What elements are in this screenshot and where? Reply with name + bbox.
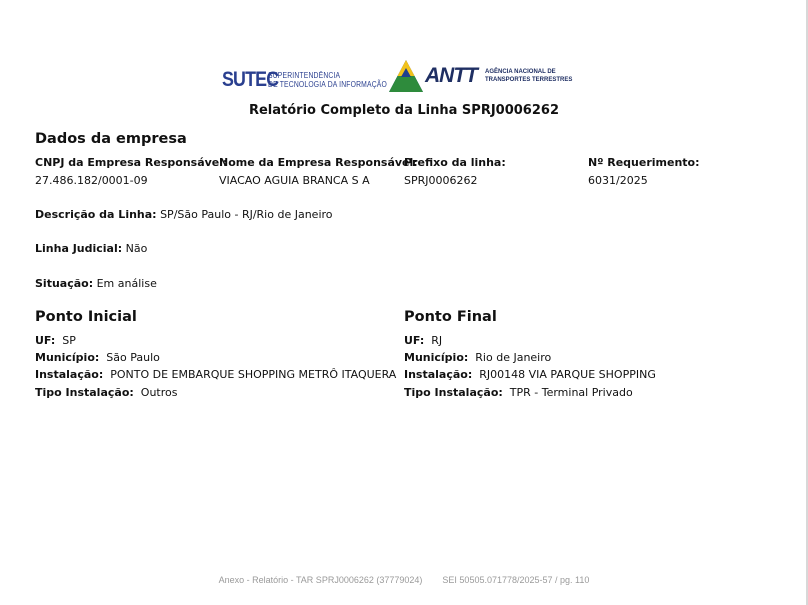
start-uf-label: UF: (35, 334, 56, 347)
antt-logo-subtitle (485, 68, 572, 84)
end-facility-type-value: TPR - Terminal Privado (509, 386, 633, 399)
sutec-sub-line2: DE TECNOLOGIA DA INFORMAÇÃO (268, 80, 387, 89)
line-judicial-label: Linha Judicial: (35, 242, 123, 255)
start-city-label: Município: (35, 351, 100, 364)
cnpj-label: CNPJ da Empresa Responsável: (35, 156, 228, 169)
sutec-logo-mark: SUTEC (222, 68, 279, 91)
company-name-value: VIACAO AGUIA BRANCA S A (219, 174, 370, 187)
end-city-value: Rio de Janeiro (475, 351, 552, 364)
sutec-sub-line1: SUPERINTENDÊNCIA (268, 71, 341, 80)
cnpj-value: 27.486.182/0001-09 (35, 174, 148, 187)
start-city (35, 351, 160, 364)
footer-annex-text: Anexo - Relatório - TAR SPRJ0006262 (37779024) (218, 575, 423, 585)
start-facility-type-value: Outros (140, 386, 178, 399)
start-facility (35, 368, 396, 381)
end-facility (404, 368, 656, 381)
end-facility-type-label: Tipo Instalação: (404, 386, 503, 399)
line-description-label: Descrição da Linha: (35, 208, 157, 221)
company-section-title: Dados da empresa (35, 131, 187, 147)
end-uf-value: RJ (431, 334, 443, 347)
sutec-logo (222, 68, 408, 92)
end-city-label: Município: (404, 351, 469, 364)
sutec-logo-subtitle (268, 71, 387, 89)
start-uf-value: SP (62, 334, 76, 347)
end-city (404, 351, 551, 364)
start-facility-label: Instalação: (35, 368, 104, 381)
start-uf (35, 334, 76, 347)
antt-logo (388, 58, 572, 94)
line-judicial (35, 242, 147, 255)
end-facility-label: Instalação: (404, 368, 473, 381)
line-prefix-value: SPRJ0006262 (404, 174, 478, 187)
start-city-value: São Paulo (106, 351, 160, 364)
start-point-section-title: Ponto Inicial (35, 309, 137, 325)
company-name-label: Nome da Empresa Responsável: (219, 156, 418, 169)
line-description (35, 208, 333, 221)
end-facility-value: RJ00148 VIA PARQUE SHOPPING (479, 368, 656, 381)
start-facility-value: PONTO DE EMBARQUE SHOPPING METRÔ ITAQUERA (110, 368, 397, 381)
end-uf (404, 334, 442, 347)
line-judicial-value: Não (125, 242, 148, 255)
end-uf-label: UF: (404, 334, 425, 347)
line-status-label: Situação: (35, 277, 94, 290)
footer-sei-text: SEI 50505.071778/2025-57 / pg. 110 (442, 575, 590, 585)
document-title: Relatório Completo da Linha SPRJ0006262 (248, 103, 559, 118)
request-number-value: 6031/2025 (588, 174, 648, 187)
end-facility-type (404, 386, 633, 399)
line-prefix-label: Prefixo da linha: (404, 156, 506, 169)
antt-logo-mark: ANTT (425, 64, 477, 87)
header-logos (222, 58, 592, 94)
line-status-value: Em análise (96, 277, 157, 290)
request-number-label: Nº Requerimento: (588, 156, 700, 169)
start-facility-type (35, 386, 177, 399)
start-facility-type-label: Tipo Instalação: (35, 386, 134, 399)
antt-sub-line2: TRANSPORTES TERRESTRES (485, 77, 573, 83)
page-footer (0, 575, 808, 585)
end-point-section-title: Ponto Final (404, 309, 497, 325)
line-description-value: SP/São Paulo - RJ/Rio de Janeiro (160, 208, 333, 221)
antt-triangle-icon (388, 59, 424, 93)
antt-sub-line1: AGÊNCIA NACIONAL DE (485, 69, 556, 75)
line-status (35, 277, 157, 290)
